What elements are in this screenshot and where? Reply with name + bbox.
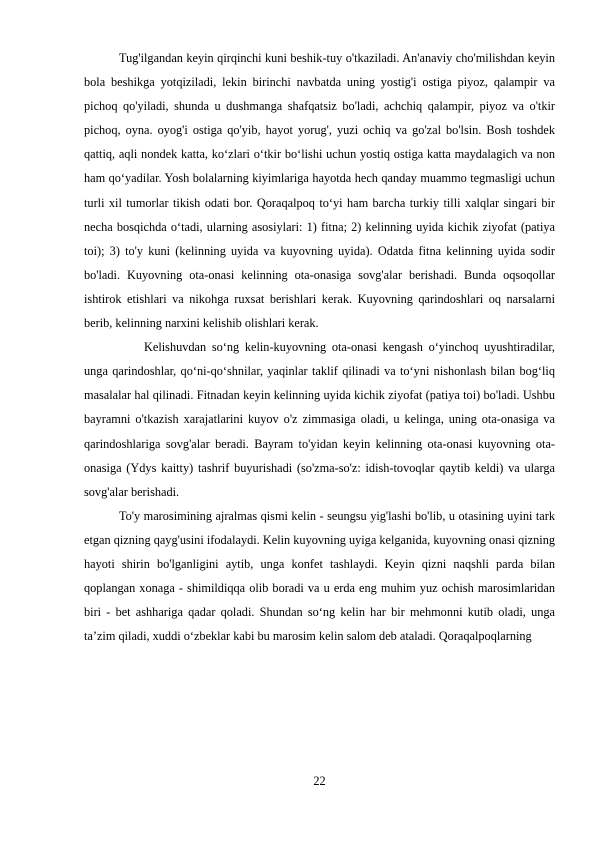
paragraph-kelishuv: Kelishuvdan so‘ng kelin-kuyovning ota-onasi kengash o‘yinchoq uyushtiradilar, unga qarindoshlar, qo‘ni-qo‘shnilar, yaqinlar taklif qilinadi va to‘yni nishonlash bilan bog‘liq masalalar hal qilinadi. Fitnadan keyin kelinning uyida kichik ziyofat (patiya toi) bo'ladi. Ushbu bayramni o'tkazish xarajatlarini kuyov o'z zimmasiga oladi, u kelinga, uning ota-onasiga va qarindoshlariga sovg'alar beradi. Bayram to'yidan keyin kelinning ota-onasi kuyovning ota-onasiga (Ydys kaitty) tashrif buyurishadi (so'zma-so'z: idish-tovoqlar qaytib keldi) va ularga sovg'alar berishadi. xyxy=(84,340,555,499)
page-number: 22 xyxy=(313,774,326,788)
paragraph-beshik-tuy: Tug'ilgandan keyin qirqinchi kuni beshik-tuy o'tkaziladi. An'anaviy cho'milishdan keyin bola beshikga yotqiziladi, lekin birinchi navbatda uning yostig'i ostiga piyoz, qalampir va pichoq qo'yiladi, shunda u dushmanga shafqatsiz bo'ladi, achchiq qalampir, piyoz va o'tkir pichoq, oyna. oyog'i ostiga qo'yib, hayot yorug', yuzi ochiq va go'zal bo'lsin. Bosh toshdek qattiq, aqli nondek katta, ko‘zlari o‘tkir bo‘lishi uchun yostiq ostiga katta maydalagich va non ham qo‘yadilar. Yosh bolalarning kiyimlariga hayotda hech qanday muammo tegmasligi uchun turli xil tumorlar tikish odati bor. Qoraqalpoq to‘yi ham barcha turkiy tilli xalqlar singari bir necha bosqichda o‘tadi, ularning asosiylari: 1) fitna; 2) kelinning uyida kichik ziyofat (patiya toi); 3) to'y kuni (kelinning uyida va kuyovning uyida). Odatda fitna kelinning uyida sodir bo'ladi. Kuyovning ota-onasi kelinning ota-onasiga sovg'alar berishadi. Bunda oqsoqollar ishtirok etishlari va nikohga ruxsat berishlari kerak. Kuyovning qarindoshlari oq narsalarni berib, kelinning narxini kelishib olishlari kerak. xyxy=(84,51,555,331)
document-body xyxy=(84,46,555,648)
paragraph-toy-marosimi: To'y marosimining ajralmas qismi kelin - seungsu yig'lashi bo'lib, u otasining uyini tark etgan qizning qayg'usini ifodalaydi. Kelin kuyovning uyiga kelganida, kuyovning onasi qizning hayoti shirin bo'lganligini aytib, unga konfet tashlaydi. Keyin qizni naqshli parda bilan qoplangan xonaga - shimildiqqa olib boradi va u erda eng muhim yuz ochish marosimlaridan biri - bet ashhariga qadar qoladi. Shundan so‘ng kelin har bir mehmonni kutib oladi, unga ta’zim qiladi, xuddi o‘zbeklar kabi bu marosim kelin salom deb ataladi. Qoraqalpoqlarning xyxy=(84,508,555,644)
